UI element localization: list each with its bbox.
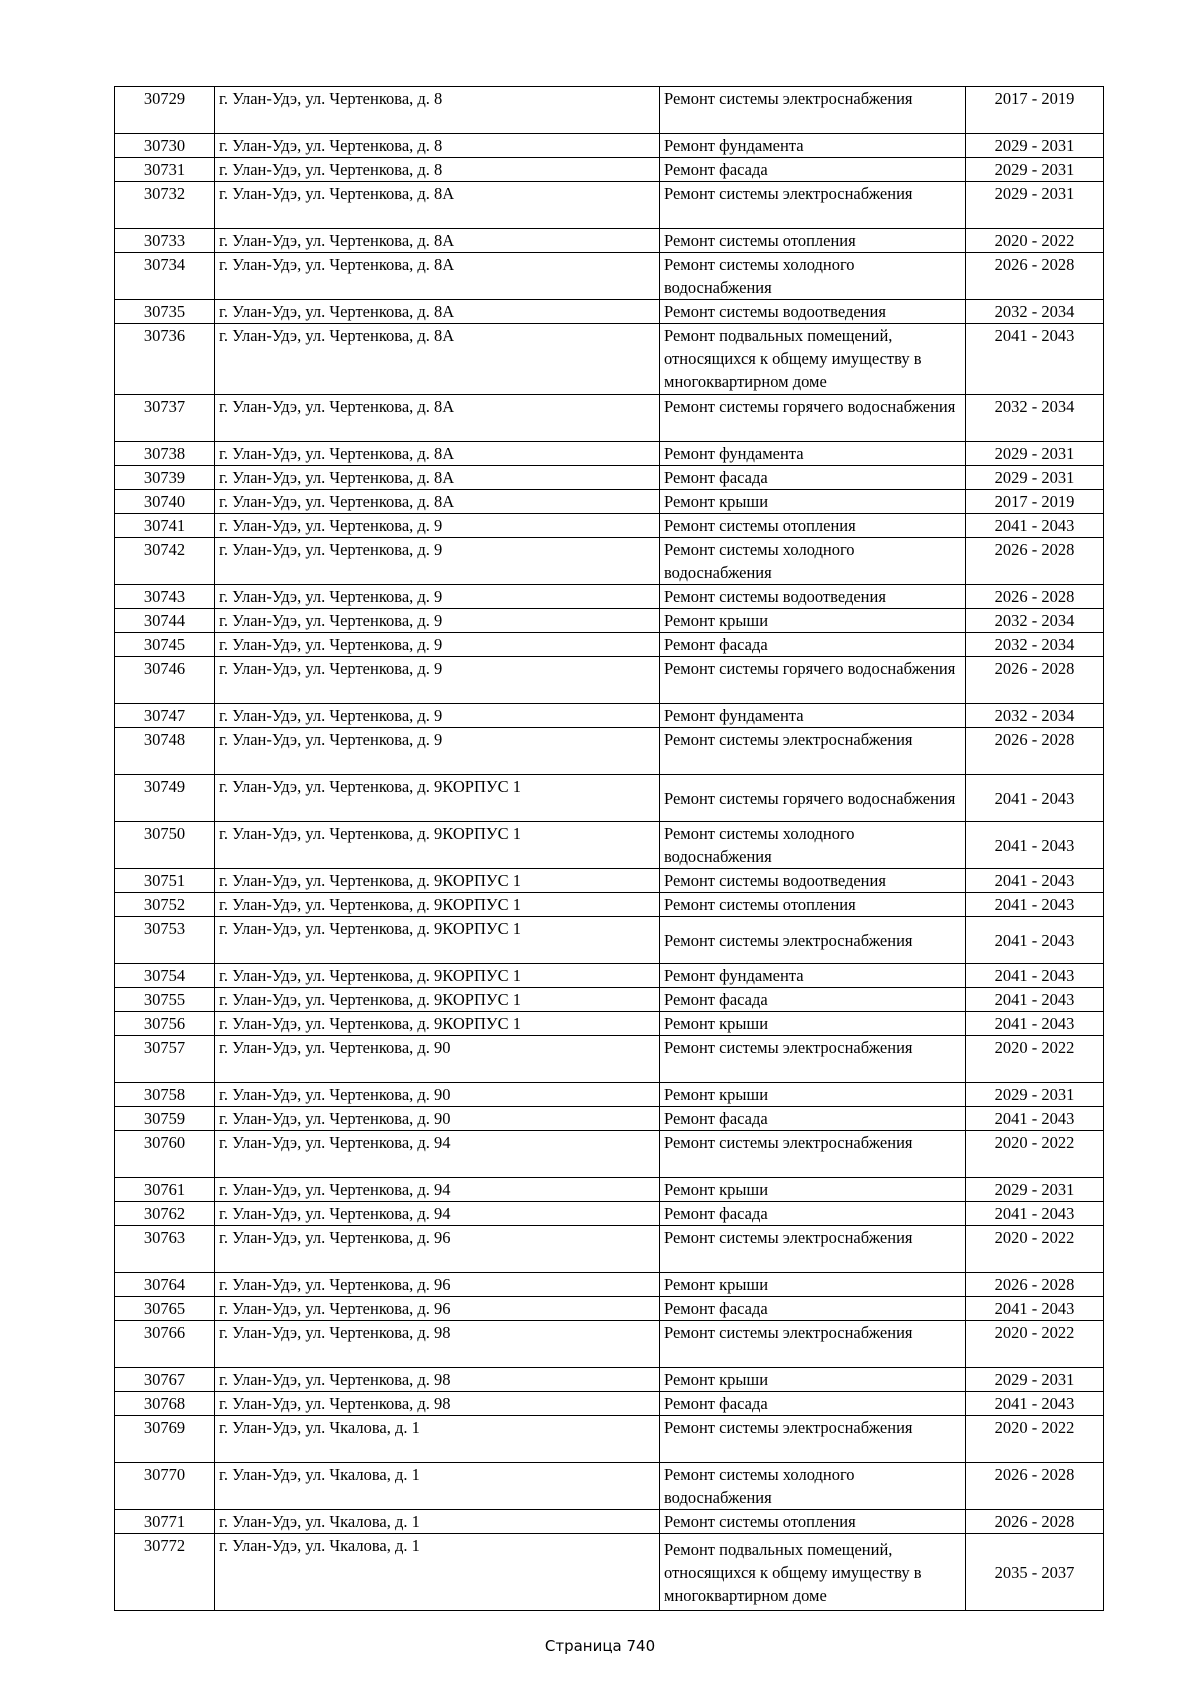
work-type-cell: Ремонт системы водоотведения: [660, 585, 966, 609]
row-number-cell: 30735: [115, 300, 215, 324]
address-cell: г. Улан-Удэ, ул. Чертенкова, д. 8А: [215, 182, 660, 229]
table-row: [115, 182, 1104, 229]
address-cell: г. Улан-Удэ, ул. Чертенкова, д. 8: [215, 158, 660, 182]
address-cell: г. Улан-Удэ, ул. Чертенкова, д. 98: [215, 1321, 660, 1368]
years-cell: 2029 - 2031: [966, 466, 1104, 490]
address-cell: г. Улан-Удэ, ул. Чкалова, д. 1: [215, 1463, 660, 1510]
address-cell: г. Улан-Удэ, ул. Чертенкова, д. 94: [215, 1178, 660, 1202]
years-cell: 2017 - 2019: [966, 490, 1104, 514]
work-type-cell: Ремонт фасада: [660, 158, 966, 182]
address-cell: г. Улан-Удэ, ул. Чертенкова, д. 9: [215, 657, 660, 704]
table-row: [115, 134, 1104, 158]
work-type-cell: Ремонт системы электроснабжения: [660, 182, 966, 229]
address-cell: г. Улан-Удэ, ул. Чертенкова, д. 90: [215, 1036, 660, 1083]
table-row: [115, 704, 1104, 728]
table-body: [115, 87, 1104, 1611]
address-cell: г. Улан-Удэ, ул. Чертенкова, д. 9: [215, 585, 660, 609]
row-number-cell: 30758: [115, 1083, 215, 1107]
years-cell: 2029 - 2031: [966, 442, 1104, 466]
work-type-cell: Ремонт системы отопления: [660, 1510, 966, 1534]
table-row: [115, 1297, 1104, 1321]
row-number-cell: 30756: [115, 1012, 215, 1036]
years-cell: 2026 - 2028: [966, 728, 1104, 775]
row-number-cell: 30755: [115, 988, 215, 1012]
row-number-cell: 30741: [115, 514, 215, 538]
table-row: [115, 324, 1104, 395]
address-cell: г. Улан-Удэ, ул. Чертенкова, д. 8: [215, 134, 660, 158]
work-type-cell: Ремонт системы электроснабжения: [660, 1131, 966, 1178]
work-type-cell: Ремонт системы водоотведения: [660, 300, 966, 324]
table-row: [115, 609, 1104, 633]
row-number-cell: 30763: [115, 1226, 215, 1273]
years-cell: 2032 - 2034: [966, 395, 1104, 442]
table-row: [115, 253, 1104, 300]
years-cell: 2035 - 2037: [966, 1534, 1104, 1611]
row-number-cell: 30757: [115, 1036, 215, 1083]
years-cell: 2026 - 2028: [966, 1463, 1104, 1510]
row-number-cell: 30750: [115, 822, 215, 869]
address-cell: г. Улан-Удэ, ул. Чертенкова, д. 96: [215, 1297, 660, 1321]
row-number-cell: 30747: [115, 704, 215, 728]
work-type-cell: Ремонт крыши: [660, 609, 966, 633]
address-cell: г. Улан-Удэ, ул. Чкалова, д. 1: [215, 1534, 660, 1611]
row-number-cell: 30767: [115, 1368, 215, 1392]
years-cell: 2020 - 2022: [966, 1036, 1104, 1083]
table-row: [115, 87, 1104, 134]
address-cell: г. Улан-Удэ, ул. Чертенкова, д. 9КОРПУС 1: [215, 775, 660, 822]
work-type-cell: Ремонт подвальных помещений, относящихся к общему имуществу в многоквартирном доме: [660, 1534, 966, 1611]
table-row: [115, 395, 1104, 442]
years-cell: 2041 - 2043: [966, 1012, 1104, 1036]
work-type-cell: Ремонт фундамента: [660, 964, 966, 988]
work-type-cell: Ремонт фундамента: [660, 134, 966, 158]
work-type-cell: Ремонт фасада: [660, 633, 966, 657]
table-row: [115, 1510, 1104, 1534]
address-cell: г. Улан-Удэ, ул. Чертенкова, д. 9КОРПУС 1: [215, 893, 660, 917]
address-cell: г. Улан-Удэ, ул. Чертенкова, д. 9: [215, 609, 660, 633]
years-cell: 2029 - 2031: [966, 182, 1104, 229]
years-cell: 2026 - 2028: [966, 253, 1104, 300]
years-cell: 2041 - 2043: [966, 514, 1104, 538]
address-cell: г. Улан-Удэ, ул. Чертенкова, д. 94: [215, 1131, 660, 1178]
row-number-cell: 30754: [115, 964, 215, 988]
years-cell: 2026 - 2028: [966, 1273, 1104, 1297]
work-type-cell: Ремонт крыши: [660, 1083, 966, 1107]
row-number-cell: 30764: [115, 1273, 215, 1297]
address-cell: г. Улан-Удэ, ул. Чертенкова, д. 98: [215, 1392, 660, 1416]
work-type-cell: Ремонт фасада: [660, 1297, 966, 1321]
row-number-cell: 30761: [115, 1178, 215, 1202]
row-number-cell: 30766: [115, 1321, 215, 1368]
row-number-cell: 30733: [115, 229, 215, 253]
row-number-cell: 30742: [115, 538, 215, 585]
work-type-cell: Ремонт фасада: [660, 466, 966, 490]
address-cell: г. Улан-Удэ, ул. Чертенкова, д. 94: [215, 1202, 660, 1226]
table-row: [115, 585, 1104, 609]
table-row: [115, 1131, 1104, 1178]
row-number-cell: 30736: [115, 324, 215, 395]
work-type-cell: Ремонт системы электроснабжения: [660, 1321, 966, 1368]
years-cell: 2041 - 2043: [966, 822, 1104, 869]
address-cell: г. Улан-Удэ, ул. Чертенкова, д. 9: [215, 704, 660, 728]
work-type-cell: Ремонт системы холодного водоснабжения: [660, 253, 966, 300]
address-cell: г. Улан-Удэ, ул. Чертенкова, д. 90: [215, 1107, 660, 1131]
work-type-cell: Ремонт системы электроснабжения: [660, 728, 966, 775]
table-row: [115, 300, 1104, 324]
row-number-cell: 30732: [115, 182, 215, 229]
row-number-cell: 30760: [115, 1131, 215, 1178]
table-row: [115, 1226, 1104, 1273]
years-cell: 2032 - 2034: [966, 300, 1104, 324]
address-cell: г. Улан-Удэ, ул. Чертенкова, д. 9КОРПУС 1: [215, 1012, 660, 1036]
years-cell: 2026 - 2028: [966, 538, 1104, 585]
work-type-cell: Ремонт системы электроснабжения: [660, 1036, 966, 1083]
work-type-cell: Ремонт системы горячего водоснабжения: [660, 775, 966, 822]
table-row: [115, 893, 1104, 917]
row-number-cell: 30762: [115, 1202, 215, 1226]
table-row: [115, 514, 1104, 538]
years-cell: 2029 - 2031: [966, 1083, 1104, 1107]
address-cell: г. Улан-Удэ, ул. Чкалова, д. 1: [215, 1416, 660, 1463]
table-row: [115, 822, 1104, 869]
years-cell: 2041 - 2043: [966, 1107, 1104, 1131]
address-cell: г. Улан-Удэ, ул. Чертенкова, д. 9: [215, 538, 660, 585]
years-cell: 2032 - 2034: [966, 633, 1104, 657]
years-cell: 2041 - 2043: [966, 324, 1104, 395]
table-row: [115, 1036, 1104, 1083]
years-cell: 2017 - 2019: [966, 87, 1104, 134]
table-row: [115, 1534, 1104, 1611]
work-type-cell: Ремонт крыши: [660, 1012, 966, 1036]
work-type-cell: Ремонт системы электроснабжения: [660, 1416, 966, 1463]
years-cell: 2041 - 2043: [966, 775, 1104, 822]
years-cell: 2029 - 2031: [966, 1368, 1104, 1392]
address-cell: г. Улан-Удэ, ул. Чертенкова, д. 8А: [215, 253, 660, 300]
address-cell: г. Улан-Удэ, ул. Чертенкова, д. 90: [215, 1083, 660, 1107]
years-cell: 2020 - 2022: [966, 1131, 1104, 1178]
table-row: [115, 490, 1104, 514]
work-type-cell: Ремонт системы холодного водоснабжения: [660, 822, 966, 869]
years-cell: 2029 - 2031: [966, 158, 1104, 182]
table-row: [115, 1273, 1104, 1297]
years-cell: 2032 - 2034: [966, 609, 1104, 633]
work-type-cell: Ремонт системы электроснабжения: [660, 917, 966, 964]
work-type-cell: Ремонт фундамента: [660, 704, 966, 728]
row-number-cell: 30770: [115, 1463, 215, 1510]
address-cell: г. Улан-Удэ, ул. Чертенкова, д. 8А: [215, 300, 660, 324]
table-row: [115, 442, 1104, 466]
years-cell: 2041 - 2043: [966, 1297, 1104, 1321]
address-cell: г. Улан-Удэ, ул. Чертенкова, д. 9: [215, 633, 660, 657]
row-number-cell: 30737: [115, 395, 215, 442]
row-number-cell: 30745: [115, 633, 215, 657]
years-cell: 2041 - 2043: [966, 917, 1104, 964]
years-cell: 2041 - 2043: [966, 1392, 1104, 1416]
work-type-cell: Ремонт фасада: [660, 1107, 966, 1131]
work-type-cell: Ремонт крыши: [660, 1273, 966, 1297]
row-number-cell: 30729: [115, 87, 215, 134]
table-row: [115, 728, 1104, 775]
row-number-cell: 30769: [115, 1416, 215, 1463]
table-row: [115, 1178, 1104, 1202]
row-number-cell: 30751: [115, 869, 215, 893]
table-row: [115, 1368, 1104, 1392]
address-cell: г. Улан-Удэ, ул. Чертенкова, д. 96: [215, 1226, 660, 1273]
table-row: [115, 229, 1104, 253]
table-row: [115, 917, 1104, 964]
address-cell: г. Улан-Удэ, ул. Чертенкова, д. 8: [215, 87, 660, 134]
table-row: [115, 1107, 1104, 1131]
row-number-cell: 30753: [115, 917, 215, 964]
address-cell: г. Улан-Удэ, ул. Чертенкова, д. 8А: [215, 395, 660, 442]
table-row: [115, 158, 1104, 182]
years-cell: 2041 - 2043: [966, 964, 1104, 988]
row-number-cell: 30765: [115, 1297, 215, 1321]
row-number-cell: 30749: [115, 775, 215, 822]
years-cell: 2041 - 2043: [966, 893, 1104, 917]
work-type-cell: Ремонт системы отопления: [660, 229, 966, 253]
address-cell: г. Улан-Удэ, ул. Чертенкова, д. 8А: [215, 442, 660, 466]
row-number-cell: 30752: [115, 893, 215, 917]
table-row: [115, 1202, 1104, 1226]
row-number-cell: 30730: [115, 134, 215, 158]
address-cell: г. Улан-Удэ, ул. Чертенкова, д. 9КОРПУС 1: [215, 988, 660, 1012]
row-number-cell: 30739: [115, 466, 215, 490]
years-cell: 2020 - 2022: [966, 1321, 1104, 1368]
row-number-cell: 30744: [115, 609, 215, 633]
row-number-cell: 30734: [115, 253, 215, 300]
years-cell: 2041 - 2043: [966, 869, 1104, 893]
work-type-cell: Ремонт системы водоотведения: [660, 869, 966, 893]
table-row: [115, 1083, 1104, 1107]
years-cell: 2029 - 2031: [966, 134, 1104, 158]
table-row: [115, 1392, 1104, 1416]
address-cell: г. Улан-Удэ, ул. Чертенкова, д. 8А: [215, 324, 660, 395]
years-cell: 2041 - 2043: [966, 988, 1104, 1012]
page-number: Страница 740: [544, 1637, 656, 1655]
table-row: [115, 633, 1104, 657]
work-type-cell: Ремонт фасада: [660, 1202, 966, 1226]
work-type-cell: Ремонт системы отопления: [660, 514, 966, 538]
table-row: [115, 964, 1104, 988]
table-row: [115, 988, 1104, 1012]
work-type-cell: Ремонт фасада: [660, 988, 966, 1012]
address-cell: г. Улан-Удэ, ул. Чертенкова, д. 9: [215, 514, 660, 538]
table-row: [115, 869, 1104, 893]
years-cell: 2026 - 2028: [966, 657, 1104, 704]
table-row: [115, 1321, 1104, 1368]
work-type-cell: Ремонт системы горячего водоснабжения: [660, 395, 966, 442]
years-cell: 2020 - 2022: [966, 229, 1104, 253]
address-cell: г. Улан-Удэ, ул. Чертенкова, д. 9КОРПУС 1: [215, 964, 660, 988]
row-number-cell: 30740: [115, 490, 215, 514]
work-type-cell: Ремонт крыши: [660, 1178, 966, 1202]
table-row: [115, 466, 1104, 490]
repair-schedule-table: [114, 86, 1104, 1611]
address-cell: г. Улан-Удэ, ул. Чертенкова, д. 8А: [215, 490, 660, 514]
address-cell: г. Улан-Удэ, ул. Чкалова, д. 1: [215, 1510, 660, 1534]
address-cell: г. Улан-Удэ, ул. Чертенкова, д. 9КОРПУС 1: [215, 917, 660, 964]
address-cell: г. Улан-Удэ, ул. Чертенкова, д. 8А: [215, 229, 660, 253]
address-cell: г. Улан-Удэ, ул. Чертенкова, д. 9КОРПУС 1: [215, 822, 660, 869]
years-cell: 2026 - 2028: [966, 585, 1104, 609]
years-cell: 2029 - 2031: [966, 1178, 1104, 1202]
years-cell: 2032 - 2034: [966, 704, 1104, 728]
table-row: [115, 657, 1104, 704]
address-cell: г. Улан-Удэ, ул. Чертенкова, д. 98: [215, 1368, 660, 1392]
row-number-cell: 30738: [115, 442, 215, 466]
work-type-cell: Ремонт системы холодного водоснабжения: [660, 1463, 966, 1510]
years-cell: 2041 - 2043: [966, 1202, 1104, 1226]
table-row: [115, 1416, 1104, 1463]
table-row: [115, 1463, 1104, 1510]
work-type-cell: Ремонт подвальных помещений, относящихся к общему имуществу в многоквартирном доме: [660, 324, 966, 395]
work-type-cell: Ремонт фасада: [660, 1392, 966, 1416]
address-cell: г. Улан-Удэ, ул. Чертенкова, д. 9КОРПУС 1: [215, 869, 660, 893]
address-cell: г. Улан-Удэ, ул. Чертенкова, д. 8А: [215, 466, 660, 490]
row-number-cell: 30748: [115, 728, 215, 775]
work-type-cell: Ремонт крыши: [660, 490, 966, 514]
row-number-cell: 30771: [115, 1510, 215, 1534]
table-row: [115, 1012, 1104, 1036]
table-row: [115, 538, 1104, 585]
row-number-cell: 30768: [115, 1392, 215, 1416]
years-cell: 2020 - 2022: [966, 1416, 1104, 1463]
row-number-cell: 30759: [115, 1107, 215, 1131]
years-cell: 2020 - 2022: [966, 1226, 1104, 1273]
work-type-cell: Ремонт крыши: [660, 1368, 966, 1392]
years-cell: 2026 - 2028: [966, 1510, 1104, 1534]
address-cell: г. Улан-Удэ, ул. Чертенкова, д. 9: [215, 728, 660, 775]
work-type-cell: Ремонт системы электроснабжения: [660, 1226, 966, 1273]
row-number-cell: 30731: [115, 158, 215, 182]
row-number-cell: 30743: [115, 585, 215, 609]
table-row: [115, 775, 1104, 822]
work-type-cell: Ремонт системы отопления: [660, 893, 966, 917]
address-cell: г. Улан-Удэ, ул. Чертенкова, д. 96: [215, 1273, 660, 1297]
row-number-cell: 30746: [115, 657, 215, 704]
row-number-cell: 30772: [115, 1534, 215, 1611]
work-type-cell: Ремонт системы горячего водоснабжения: [660, 657, 966, 704]
work-type-cell: Ремонт системы холодного водоснабжения: [660, 538, 966, 585]
work-type-cell: Ремонт системы электроснабжения: [660, 87, 966, 134]
work-type-cell: Ремонт фундамента: [660, 442, 966, 466]
